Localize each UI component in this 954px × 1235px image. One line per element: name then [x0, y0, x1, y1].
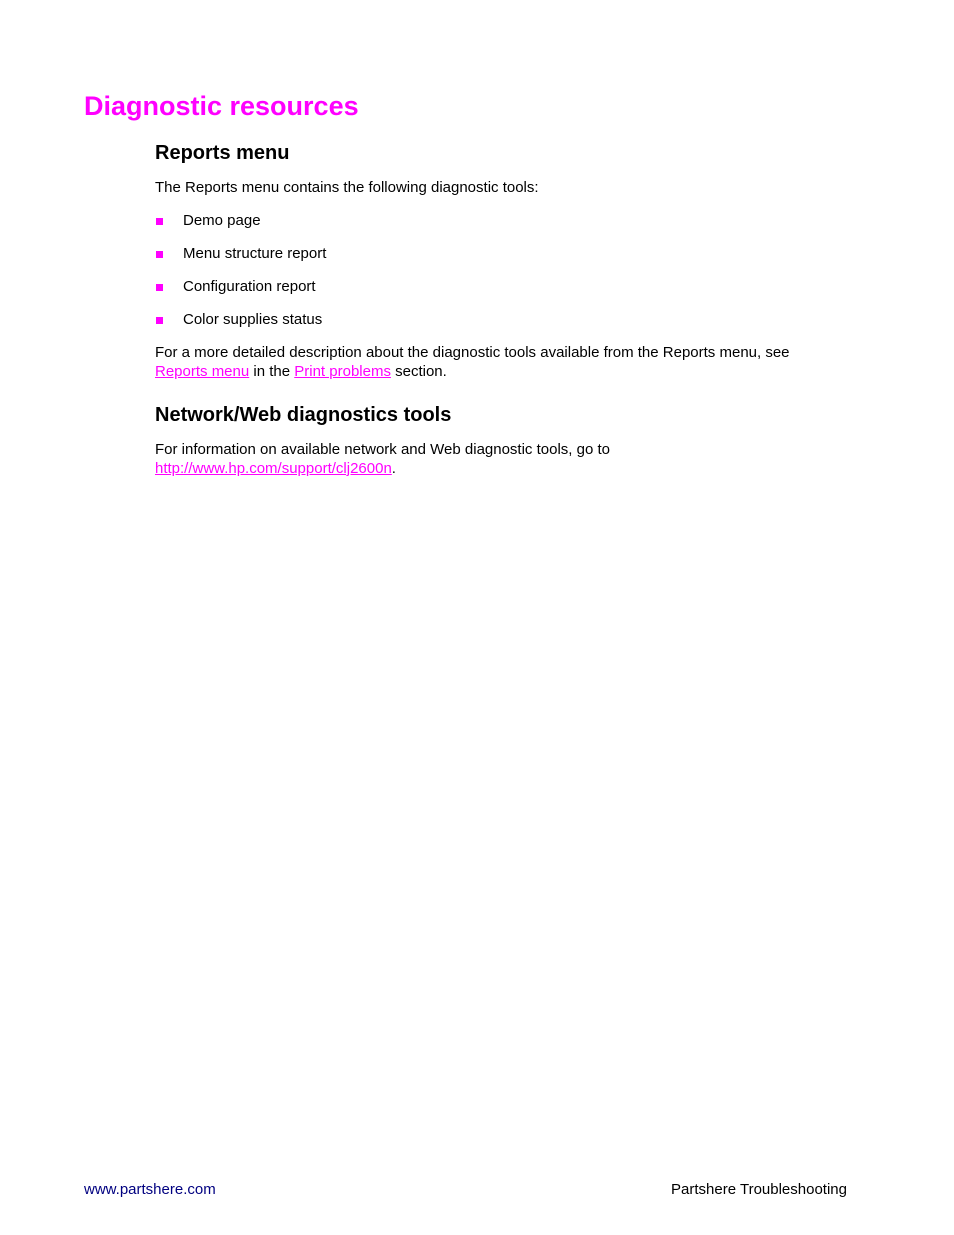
list-item-label: Demo page	[183, 212, 261, 229]
print-problems-link[interactable]: Print problems	[294, 363, 391, 380]
info-text-before: For information on available network and Web diagnostic tools, go to	[155, 441, 610, 458]
main-content	[155, 139, 835, 478]
list-item	[155, 211, 835, 230]
footer-section-title: Partshere Troubleshooting	[671, 1181, 847, 1198]
detail-text-after: section.	[390, 363, 447, 380]
square-bullet-icon	[156, 284, 163, 291]
detail-text-middle: in the	[249, 363, 295, 380]
square-bullet-icon	[156, 317, 163, 324]
list-item-label: Color supplies status	[183, 311, 323, 328]
network-info-paragraph	[155, 440, 835, 478]
network-heading: Network/Web diagnostics tools	[155, 404, 452, 426]
hp-support-link[interactable]: http://www.hp.com/support/clj2600n	[155, 460, 392, 477]
detail-text-before: For a more detailed description about the diagnostic tools available from the Reports menu, see	[155, 344, 790, 361]
square-bullet-icon	[156, 251, 163, 258]
reports-heading: Reports menu	[155, 142, 290, 164]
network-section	[155, 401, 835, 478]
list-item	[155, 310, 835, 329]
list-item	[155, 244, 835, 263]
footer-website-link[interactable]: www.partshere.com	[84, 1181, 216, 1198]
square-bullet-icon	[156, 218, 163, 225]
info-text-after: .	[391, 460, 396, 477]
reports-menu-link[interactable]: Reports menu	[155, 363, 250, 380]
reports-section	[155, 139, 835, 381]
reports-detail-paragraph	[155, 343, 835, 381]
list-item-label: Menu structure report	[183, 245, 327, 262]
list-item	[155, 277, 835, 296]
page-title: Diagnostic resources	[84, 91, 359, 121]
list-item-label: Configuration report	[183, 278, 316, 295]
diagnostic-tools-list	[155, 211, 835, 329]
reports-intro: The Reports menu contains the following diagnostic tools:	[155, 179, 539, 196]
